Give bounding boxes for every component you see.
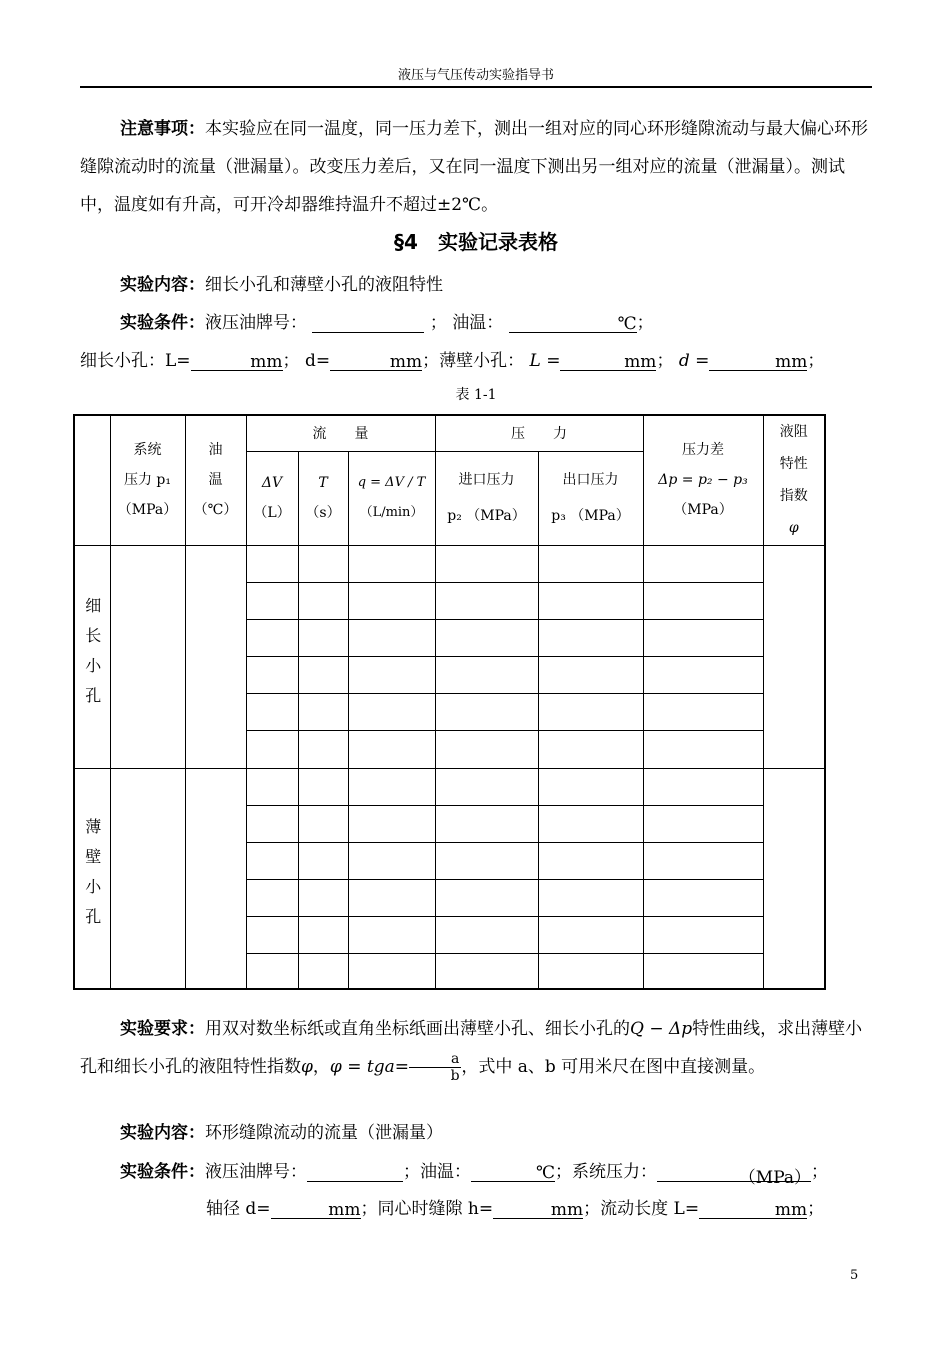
requirement-text: 用双对数坐标纸或直角坐标纸画出薄壁小孔、细长小孔的 [205, 1019, 630, 1039]
data-cell[interactable] [246, 693, 298, 730]
mm-unit: mm [328, 1200, 361, 1220]
group-label-text: 细长小孔 [82, 596, 102, 717]
data-cell[interactable] [348, 619, 435, 656]
thin-d-label: d = [678, 351, 710, 371]
exp1-condition-line [120, 308, 654, 333]
data-cell[interactable] [538, 879, 643, 916]
data-cell[interactable] [298, 693, 348, 730]
data-cell[interactable] [246, 656, 298, 693]
mm-unit: mm [389, 352, 423, 372]
thin-system-pressure-cell[interactable] [110, 768, 185, 989]
exp2-oil-temp-blank[interactable] [471, 1163, 555, 1182]
data-cell[interactable] [246, 545, 298, 582]
data-cell[interactable] [298, 842, 348, 879]
data-cell[interactable] [298, 656, 348, 693]
curve-label: Q − Δp [630, 1019, 693, 1039]
exp1-content-text: 细长小孔和薄壁小孔的液阻特性 [205, 275, 443, 295]
table-caption: 表 1-1 [455, 387, 497, 403]
exp2-content-label: 实验内容： [120, 1123, 205, 1143]
exp2-sys-pressure-blank[interactable] [657, 1163, 811, 1188]
header-line: q = ΔV / T [357, 475, 426, 490]
data-cell[interactable] [348, 842, 435, 879]
exp1-cond-label: 实验条件： [120, 313, 205, 333]
group-label-slender [74, 545, 110, 768]
data-cell[interactable] [538, 916, 643, 953]
exp2-dimension-line [206, 1194, 824, 1219]
data-cell[interactable] [643, 805, 763, 842]
data-cell[interactable] [298, 879, 348, 916]
mm-unit: mm [624, 352, 657, 372]
header-line: 压力差 [682, 442, 724, 459]
mm-unit: mm [774, 1200, 808, 1220]
data-cell[interactable] [348, 545, 435, 582]
data-cell[interactable] [298, 768, 348, 805]
oil-brand-blank[interactable] [312, 314, 424, 333]
data-cell[interactable] [538, 656, 643, 693]
exp2-end: ； [811, 1162, 828, 1182]
fraction-denominator: b [450, 1068, 460, 1084]
header-inlet-pressure [435, 451, 538, 545]
slender-system-pressure-cell[interactable] [110, 545, 185, 768]
data-cell[interactable] [643, 953, 763, 989]
exp2-oil-label: 液压油牌号： [205, 1162, 307, 1182]
header-line: （MPa） [117, 502, 178, 519]
header-line: 液阻 [779, 424, 808, 441]
header-line: 系统 [133, 442, 162, 459]
header-outlet-pressure [538, 451, 643, 545]
data-cell[interactable] [435, 545, 538, 582]
data-cell[interactable] [538, 730, 643, 768]
header-line: 指数 [779, 488, 808, 505]
thin-label: 薄壁小孔： [439, 351, 525, 371]
thin-oil-temp-cell[interactable] [185, 768, 246, 989]
data-cell[interactable] [538, 582, 643, 619]
data-cell[interactable] [643, 693, 763, 730]
header-line: 特性 [779, 456, 808, 473]
data-cell[interactable] [298, 805, 348, 842]
data-cell[interactable] [538, 805, 643, 842]
data-cell[interactable] [348, 693, 435, 730]
slender-L-label: 细长小孔：L= [80, 351, 191, 371]
fraction [409, 1051, 461, 1084]
data-cell[interactable] [298, 545, 348, 582]
exp2-content-line [120, 1118, 443, 1143]
data-cell[interactable] [298, 953, 348, 989]
exp1-oil-label: 液压油牌号： [205, 313, 307, 333]
header-line: （s） [305, 505, 341, 521]
requirement-text: 特性曲线，求出薄壁小孔和细长小孔的液阻特性指数 [80, 1019, 863, 1077]
data-cell[interactable] [435, 582, 538, 619]
data-cell[interactable] [348, 879, 435, 916]
slender-resistance-cell[interactable] [763, 545, 825, 768]
header-pressure-diff [643, 415, 763, 545]
data-cell[interactable] [348, 582, 435, 619]
header-resistance-index [763, 415, 825, 545]
exp1-temp-unit: ℃ [617, 314, 637, 334]
data-cell[interactable] [435, 619, 538, 656]
data-cell[interactable] [538, 693, 643, 730]
data-cell[interactable] [298, 582, 348, 619]
header-pressure-group: 压 力 [435, 415, 643, 451]
slender-oil-temp-cell[interactable] [185, 545, 246, 768]
data-cell[interactable] [538, 768, 643, 805]
data-cell[interactable] [348, 916, 435, 953]
data-cell[interactable] [643, 768, 763, 805]
header-oil-temp [185, 415, 246, 545]
slender-d-label: d= [304, 351, 331, 371]
mm-unit: mm [775, 352, 808, 372]
corner-cell [74, 415, 110, 545]
data-cell[interactable] [643, 842, 763, 879]
record-table [73, 414, 826, 990]
exp1-temp-label: 油温： [452, 313, 504, 333]
shaft-diameter-blank[interactable] [271, 1200, 361, 1219]
header-system-pressure [110, 415, 185, 545]
data-cell[interactable] [643, 619, 763, 656]
header-line: （L） [253, 505, 291, 521]
header-line: 出口压力 [562, 472, 619, 488]
data-cell[interactable] [643, 730, 763, 768]
data-cell[interactable] [435, 953, 538, 989]
header-line: Δp = p₂ − p₃ [658, 472, 748, 489]
data-cell[interactable] [246, 730, 298, 768]
data-cell[interactable] [643, 916, 763, 953]
header-line: p₂ （MPa） [447, 508, 526, 524]
exp2-end: ； [807, 1199, 825, 1219]
header-line: p₃ （MPa） [551, 508, 630, 524]
mm-unit: mm [250, 352, 283, 372]
shaft-label: 轴径 d= [206, 1199, 271, 1219]
fraction-numerator: a [409, 1051, 461, 1068]
comma: ， [312, 1057, 330, 1077]
section-title: §4 实验记录表格 [394, 230, 558, 254]
thin-d-blank[interactable] [709, 352, 807, 371]
oil-temp-blank[interactable] [509, 314, 637, 333]
data-cell[interactable] [435, 879, 538, 916]
data-cell[interactable] [538, 842, 643, 879]
temp-unit: ℃ [535, 1163, 555, 1183]
data-cell[interactable] [246, 842, 298, 879]
header-line: φ [788, 520, 799, 537]
data-cell[interactable] [435, 916, 538, 953]
data-cell[interactable] [435, 656, 538, 693]
data-cell[interactable] [643, 545, 763, 582]
formula: φ = tga= [329, 1057, 409, 1077]
data-cell[interactable] [246, 582, 298, 619]
thin-resistance-cell[interactable] [763, 768, 825, 989]
exp2-cond-label: 实验条件： [120, 1162, 205, 1182]
slender-L-blank[interactable] [191, 352, 283, 371]
data-cell[interactable] [348, 730, 435, 768]
data-cell[interactable] [348, 953, 435, 989]
mm-unit: mm [550, 1200, 584, 1220]
data-cell[interactable] [348, 768, 435, 805]
header-line: T [318, 475, 328, 491]
gap-blank[interactable] [493, 1200, 583, 1219]
header-flow-rate [348, 451, 435, 545]
exp1-content-line [120, 270, 443, 295]
notice-text: 本实验应在同一温度，同一压力差下，测出一组对应的同心环形缝隙流动与最大偏心环形缝隙流动时的流量（泄漏量）。改变压力差后，又在同一温度下测出另一组对应的流量（泄漏量）。测试中，温度如有升高，可开冷却器维持温升不超过±2℃。 [80, 119, 868, 215]
gap-label: ；同心时缝隙 h= [360, 1199, 494, 1219]
data-cell[interactable] [246, 879, 298, 916]
data-cell[interactable] [348, 656, 435, 693]
exp2-content-text: 环形缝隙流动的流量（泄漏量） [205, 1123, 443, 1143]
data-cell[interactable] [298, 730, 348, 768]
header-line: 油 [208, 442, 223, 459]
header-line: （MPa） [673, 502, 733, 519]
requirement-paragraph [80, 1010, 872, 1086]
data-cell[interactable] [538, 545, 643, 582]
exp1-end: ； [636, 313, 654, 333]
data-cell[interactable] [643, 656, 763, 693]
page-number: 5 [850, 1268, 859, 1283]
header-line: （℃） [193, 502, 238, 519]
data-cell[interactable] [538, 619, 643, 656]
data-cell[interactable] [298, 619, 348, 656]
sys-unit: （MPa） [738, 1168, 811, 1188]
page-header: 液压与气压传动实验指导书 [397, 68, 554, 83]
data-cell[interactable] [348, 805, 435, 842]
data-cell[interactable] [246, 916, 298, 953]
exp2-condition-line [120, 1157, 828, 1188]
data-cell[interactable] [643, 582, 763, 619]
requirement-text: ，式中 a、b 可用米尺在图中直接测量。 [461, 1057, 766, 1077]
header-line: ΔV [261, 475, 283, 491]
header-line: 进口压力 [458, 472, 515, 488]
data-cell[interactable] [246, 953, 298, 989]
data-cell[interactable] [435, 693, 538, 730]
data-cell[interactable] [246, 768, 298, 805]
length-label: ；流动长度 L= [583, 1199, 700, 1219]
slender-d-blank[interactable] [330, 352, 422, 371]
data-cell[interactable] [298, 916, 348, 953]
header-rule [80, 86, 872, 88]
phi-symbol: φ [301, 1057, 313, 1077]
header-delta-v [246, 451, 298, 545]
data-cell[interactable] [246, 805, 298, 842]
data-cell[interactable] [246, 619, 298, 656]
data-cell[interactable] [643, 879, 763, 916]
notice-paragraph [80, 110, 872, 224]
header-line: 温 [208, 472, 223, 489]
data-cell[interactable] [435, 768, 538, 805]
thin-L-blank[interactable] [560, 352, 656, 371]
exp2-temp-label: ；油温： [403, 1162, 471, 1182]
exp1-dimension-line: 细长小孔：L= mm； d= mm；薄壁小孔： L = mm； d = mm； [80, 351, 825, 372]
header-line: 压力 p₁ [123, 472, 172, 489]
data-cell[interactable] [435, 842, 538, 879]
exp2-oil-brand-blank[interactable] [307, 1163, 403, 1182]
flow-length-blank[interactable] [699, 1200, 807, 1219]
exp1-sep: ； [429, 313, 447, 333]
data-cell[interactable] [435, 805, 538, 842]
requirement-label: 实验要求： [120, 1019, 205, 1039]
exp2-sys-label: ；系统压力： [555, 1162, 657, 1182]
header-line: （L/min） [359, 505, 424, 520]
data-cell[interactable] [435, 730, 538, 768]
thin-L-label: L = [529, 351, 561, 371]
header-flow-group: 流 量 [246, 415, 435, 451]
header-time [298, 451, 348, 545]
group-label-text: 薄壁小孔 [82, 818, 102, 939]
data-cell[interactable] [538, 953, 643, 989]
notice-label: 注意事项： [120, 119, 205, 139]
exp1-content-label: 实验内容： [120, 275, 205, 295]
group-label-thin [74, 768, 110, 989]
